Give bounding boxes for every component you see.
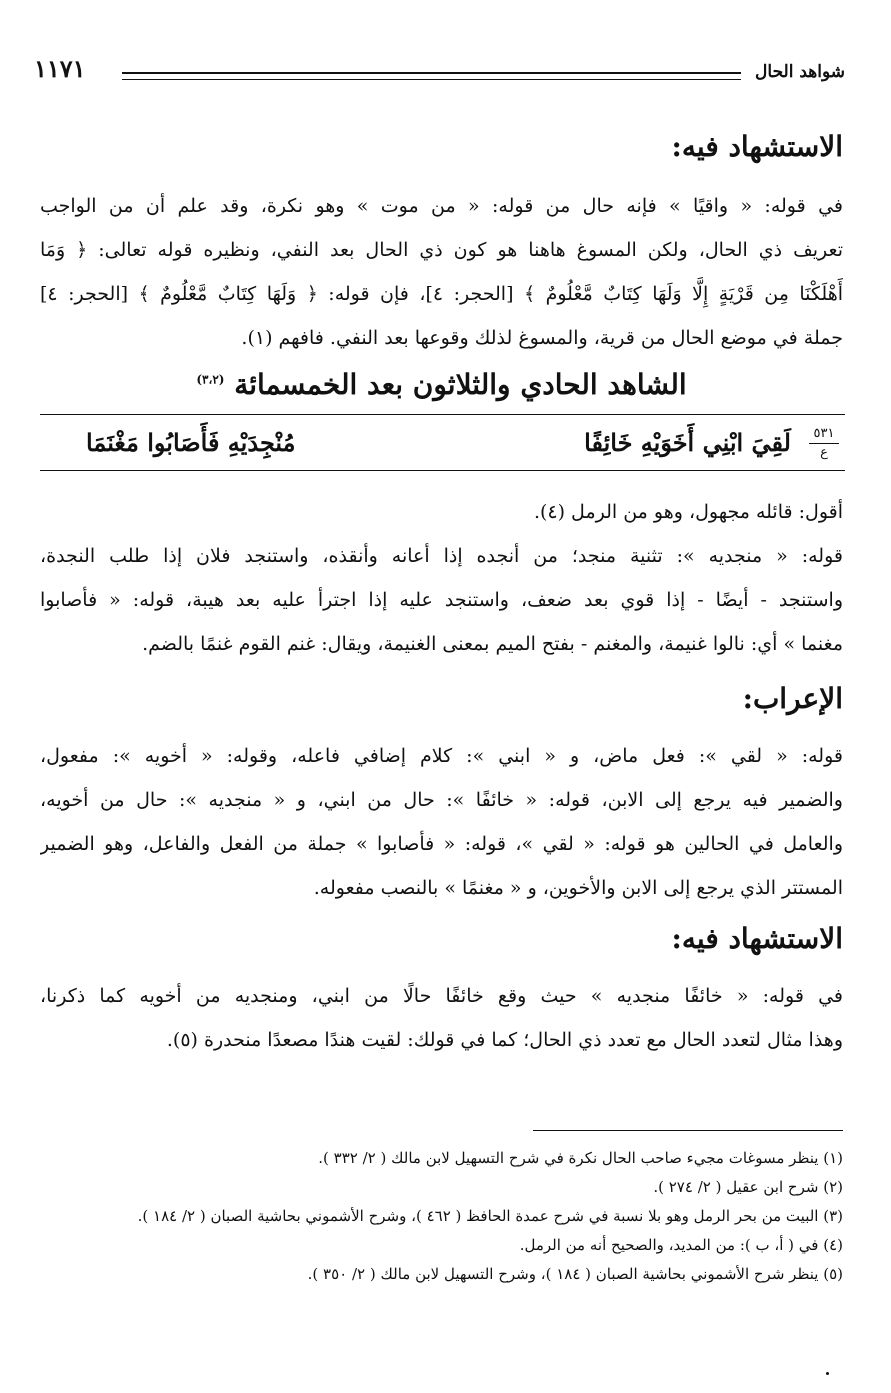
verse-hemistich-1: لَقِيَ ابْنِي أَخَوَيْهِ خَائِفًا	[584, 428, 791, 457]
footnote-3: (٣) البيت من بحر الرمل وهو بلا نسبة في شرح عمدة الحافظ ( ٤٦٢ )، وشرح الأشموني بحاشية الصبان ( ٢/ ١٨٤ ).	[137, 1207, 843, 1225]
paragraph-commentary	[40, 490, 843, 666]
text-line: في قوله: « خائفًا منجديه » حيث وقع خائفًا حالًا من ابني، ومنجديه من أخويه كما ذكرنا،	[40, 985, 843, 1007]
footnote-2: (٢) شرح ابن عقيل ( ٢/ ٢٧٤ ).	[653, 1178, 843, 1196]
print-speck	[826, 1372, 829, 1375]
section-heading-istishhad-1: الاستشهاد فيه:	[671, 130, 843, 163]
verse-rule-top	[40, 414, 845, 415]
witness-title-text: الشاهد الحادي والثلاثون بعد الخمسمائة	[234, 368, 687, 401]
paragraph-irab	[40, 734, 843, 910]
text-line: وهذا مثال لتعدد الحال مع تعدد ذي الحال؛ كما في قولك: لقيت هندًا مصعدًا منحدرة (٥).	[166, 1029, 843, 1051]
verse-hemistich-2: مُنْجِدَيْهِ فَأَصَابُوا مَغْنَمَا	[86, 428, 296, 457]
text-line: جملة في موضع الحال من قرية، والمسوغ لذلك وقوعها بعد النفي. فافهم (١).	[241, 327, 843, 349]
footnotes	[40, 1144, 843, 1289]
verse-number-value: ٥٣١	[813, 426, 835, 441]
paragraph-istishhad-2	[40, 974, 843, 1062]
text-line: قوله: « لقي »: فعل ماض، و « ابني »: كلام إضافي فاعله، وقوله: « أخويه »: مفعول،	[40, 745, 843, 767]
witness-title-note: (٣،٢)	[196, 372, 225, 387]
witness-title	[40, 368, 843, 401]
verse-number	[803, 427, 845, 460]
footnote-rule	[533, 1130, 843, 1131]
text-line: واستنجد - أيضًا - إذا قوي بعد ضعف، واستنجد عليه إذا اجترأ عليه بعد هيبة، قوله: « فأصابوا	[40, 589, 843, 611]
running-title: شواهد الحال	[755, 62, 845, 82]
verse-number-bar	[809, 443, 839, 444]
footnote-1: (١) ينظر مسوغات مجيء صاحب الحال نكرة في شرح التسهيل لابن مالك ( ٢/ ٣٣٢ ).	[318, 1149, 843, 1167]
text-line: قوله: « منجديه »: تثنية منجد؛ من أنجده إذا أعانه وأنقذه، واستنجد فلان إذا طلب النجدة،	[40, 545, 843, 567]
paragraph-istishhad-1	[40, 184, 843, 360]
text-line: في قوله: « واقيًا » فإنه حال من قوله: « من موت » وهو نكرة، وقد علم أن من الواجب	[40, 195, 843, 217]
text-line: أَهْلَكْنَا مِن قَرْيَةٍ إِلَّا وَلَهَا كِتَابٌ مَّعْلُومٌ ﴾ [الحجر: ٤]، فإن قوله: ﴿ وَلَهَا كِتَابٌ مَّعْلُومٌ ﴾ [الحجر: ٤]	[40, 283, 843, 305]
footnote-4: (٤) في ( أ، ب ): من المديد، والصحيح أنه من الرمل.	[519, 1236, 843, 1254]
text-line: والعامل في الحالين هو قوله: « لقي »، قوله: « فأصابوا » جملة من الفعل والفاعل، وهو الضمير	[40, 833, 843, 855]
text-line: أقول: قائله مجهول، وهو من الرمل (٤).	[533, 501, 843, 523]
text-line: مغنما » أي: نالوا غنيمة، والمغنم - بفتح الميم بمعنى الغنيمة، ويقال: غنم القوم غنمًا بالضم.	[142, 633, 843, 655]
verse-rule-bottom	[40, 470, 845, 471]
section-heading-istishhad-2: الاستشهاد فيه:	[671, 922, 843, 955]
page-number: ١١٧١	[34, 54, 86, 83]
text-line: والضمير فيه يرجع إلى الابن، قوله: « خائفًا »: حال من ابني، و « منجديه »: حال من أخويه،	[40, 789, 843, 811]
header-rule	[122, 72, 741, 80]
footnote-5: (٥) ينظر شرح الأشموني بحاشية الصبان ( ١٨٤ )، وشرح التسهيل لابن مالك ( ٢/ ٣٥٠ ).	[307, 1265, 843, 1283]
verse-meter-mark: ع	[820, 445, 828, 460]
section-heading-irab: الإعراب:	[742, 682, 843, 715]
text-line: تعريف ذي الحال، ولكن المسوغ هاهنا هو كون ذي الحال بعد النفي، ونظيره قوله تعالى: ﴿ وَمَا	[40, 239, 843, 261]
text-line: المستتر الذي يرجع إلى الابن والأخوين، و « مغنمًا » بالنصب مفعوله.	[313, 877, 843, 899]
